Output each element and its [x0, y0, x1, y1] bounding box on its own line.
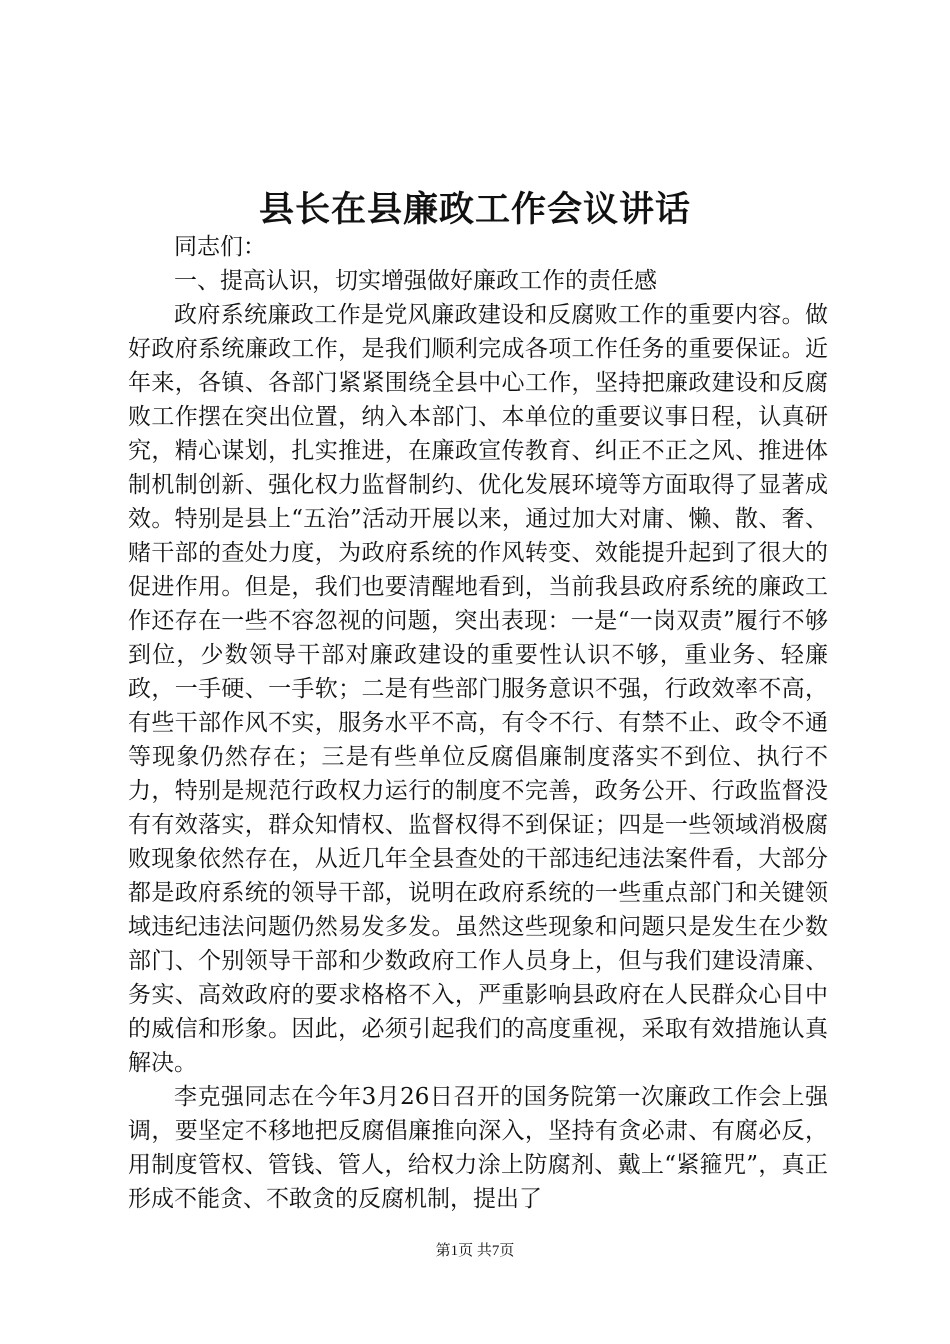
- section-heading: 一、提高认识，切实增强做好廉政工作的责任感: [174, 268, 657, 294]
- body-paragraph: 政府系统廉政工作是党风廉政建设和反腐败工作的重要内容。做好政府系统廉政工作，是我们顺利完成各项工作任务的重要保证。近年来，各镇、各部门紧紧围绕全县中心工作，坚持把廉政建设和反腐败工作摆在突出位置，纳入本部门、本单位的重要议事日程，认真研究，精心谋划，扎实推进，在廉政宣传教育、纠正不正之风、推进体制机制创新、强化权力监督制约、优化发展环境等方面取得了显著成效。特别是县上“五治”活动开展以来，通过加大对庸、懒、散、奢、赌干部的查处力度，为政府系统的作风转变、效能提升起到了很大的促进作用。但是，我们也要清醒地看到，当前我县政府系统的廉政工作还存在一些不容忽视的问题，突出表现：一是“一岗双责”履行不够到位，少数领导干部对廉政建设的重要性认识不够，重业务、轻廉政，一手硬、一手软；二是有些部门服务意识不强，行政效率不高，有些干部作风不实，服务水平不高，有令不行、有禁不止、政令不通等现象仍然存在；三是有些单位反腐倡廉制度落实不到位、执行不力，特别是规范行政权力运行的制度不完善，政务公开、行政监督没有有效落实，群众知情权、监督权得不到保证；四是一些领域消极腐败现象依然存在，从近几年全县查处的干部违纪违法案件看，大部分都是政府系统的领导干部，说明在政府系统的一些重点部门和关键领域违纪违法问题仍然易发多发。虽然这些现象和问题只是发生在少数部门、个别领导干部和少数政府工作人员身上，但与我们建设清廉、务实、高效政府的要求格格不入，严重影响县政府在人民群众心目中的威信和形象。因此，必须引起我们的高度重视，采取有效措施认真解决。: [128, 302, 828, 1076]
- document-body: [128, 230, 828, 1216]
- document-title: 县长在县廉政工作会议讲话: [258, 189, 691, 230]
- salutation: 同志们：: [174, 234, 266, 260]
- body-paragraph: 李克强同志在今年3月26日召开的国务院第一次廉政工作会上强调，要坚定不移地把反腐倡廉推向深入，坚持有贪必肃、有腐必反，用制度管权、管钱、管人，给权力涂上防腐剂、戴上“紧箍咒”，真正形成不能贪、不敢贪的反腐机制，提出了: [128, 1084, 828, 1212]
- page-footer: 第1页 共7页: [435, 1243, 515, 1259]
